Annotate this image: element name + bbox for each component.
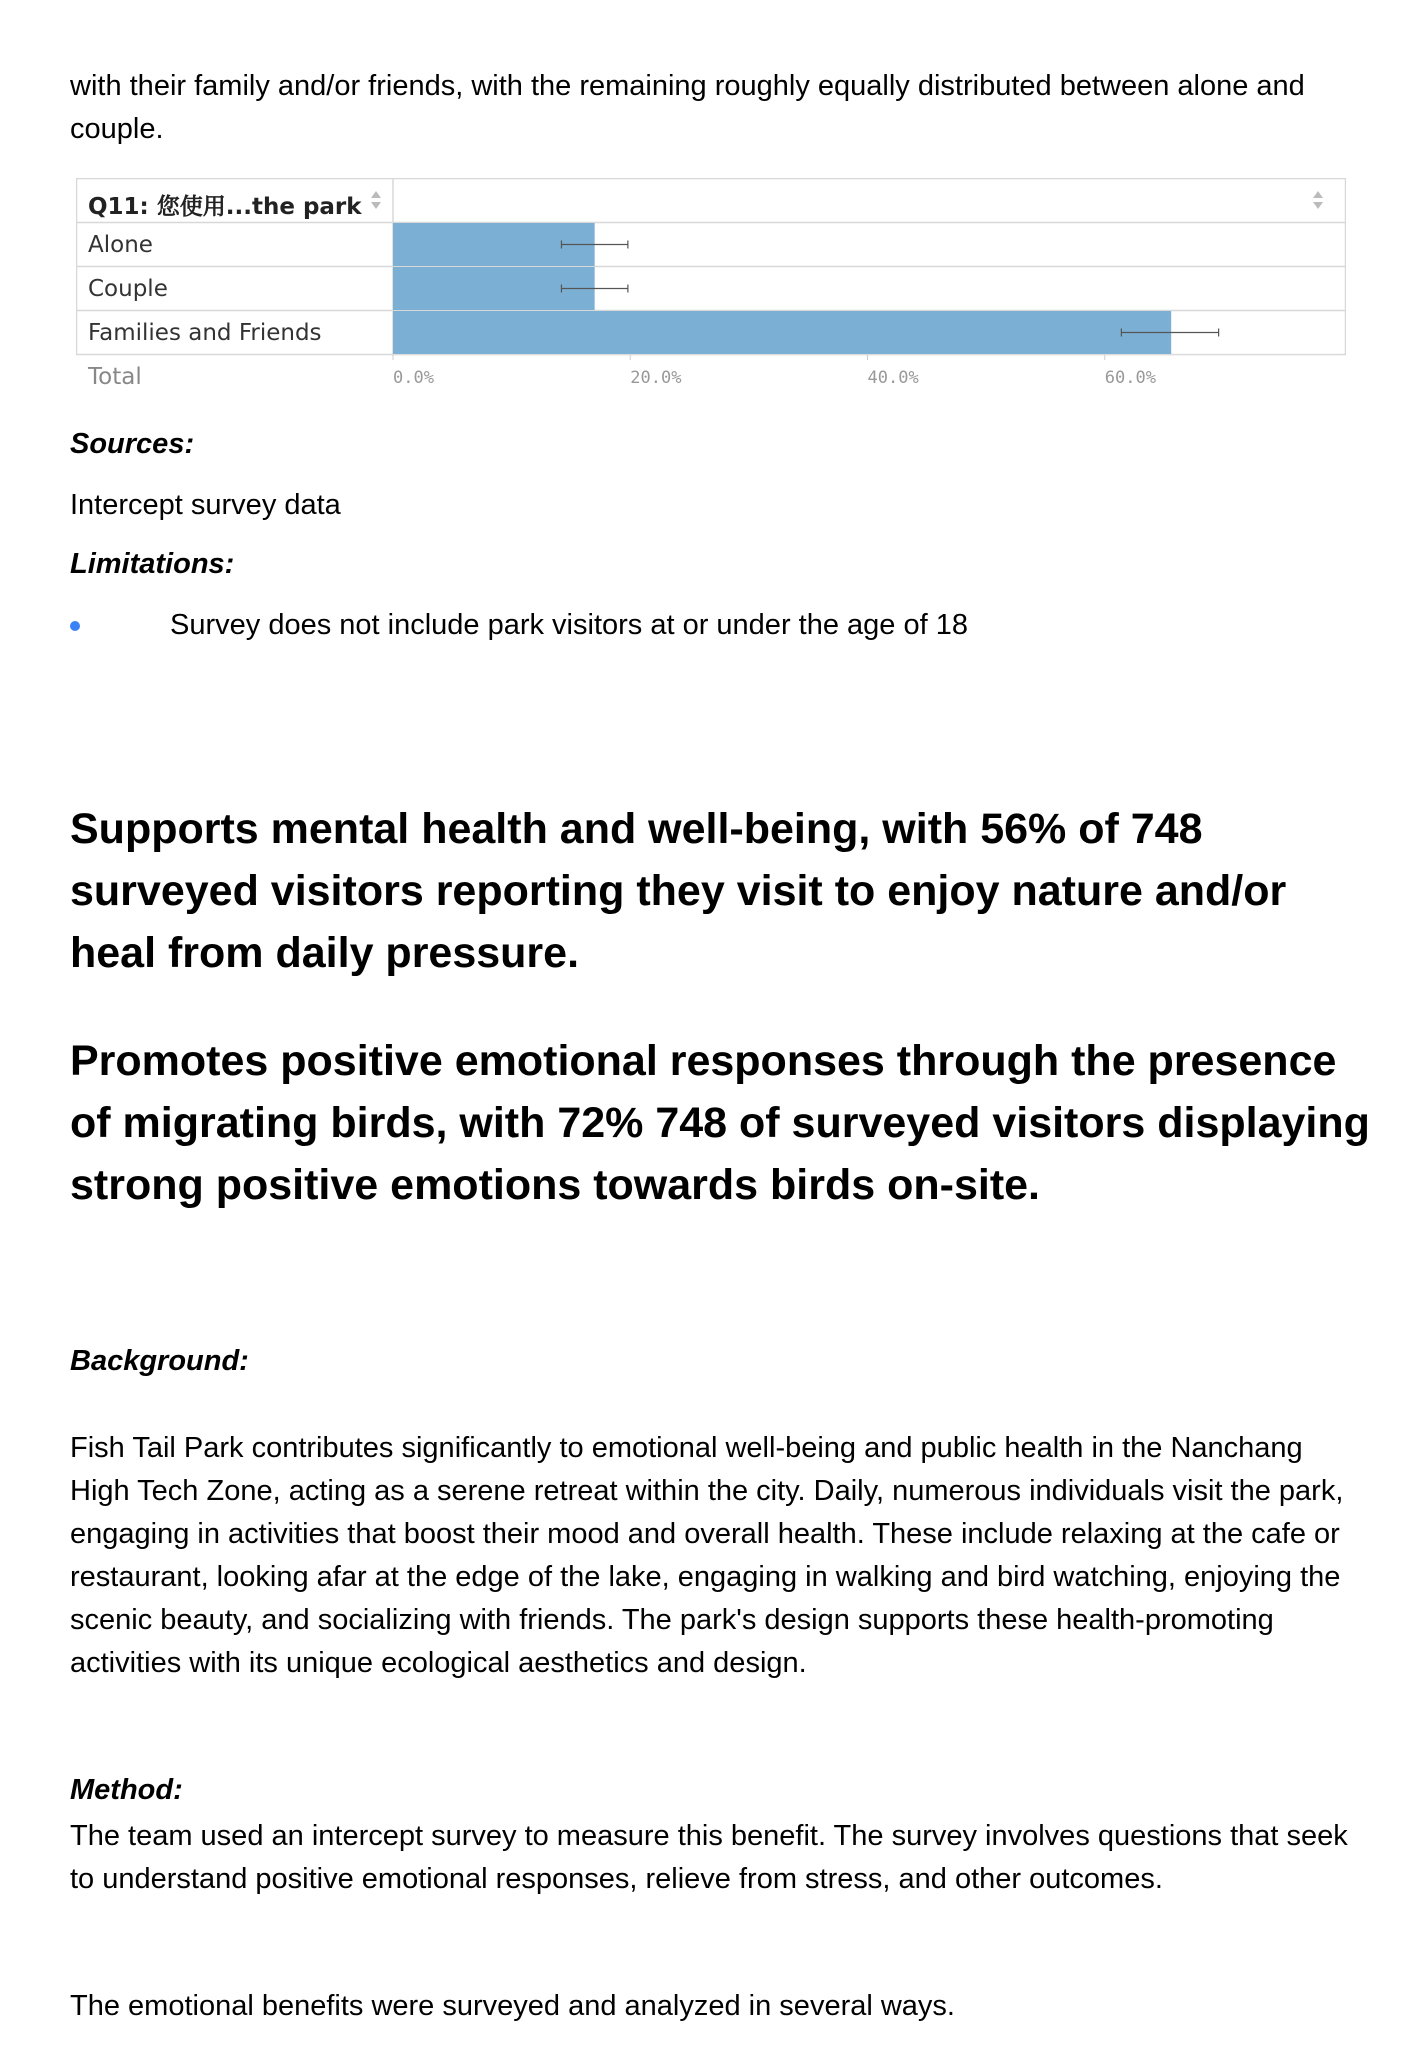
- x-tick-label: 40.0%: [867, 368, 919, 388]
- limitation-text: Survey does not include park visitors at or under the age of 18: [170, 609, 968, 641]
- method-text: The team used an intercept survey to measure this benefit. The survey involves questions that seek to understand positive emotional responses, relieve from stress, and other outcomes.: [70, 1820, 1348, 1895]
- sort-icon[interactable]: [370, 190, 382, 210]
- method-label: Method:: [70, 1774, 183, 1806]
- category-label-families: Families and Friends: [88, 320, 322, 346]
- limitations-label: Limitations:: [70, 548, 235, 580]
- x-tick-label: 20.0%: [630, 368, 682, 388]
- finding-heading-mental-health: Supports mental health and well-being, with 56% of 748 surveyed visitors reporting they visit to enjoy nature and/or heal from daily pressure.: [70, 805, 1287, 977]
- bullet-icon: [70, 621, 80, 631]
- x-tick-label: 0.0%: [393, 368, 434, 388]
- sort-icon[interactable]: [1312, 190, 1324, 210]
- x-tick-label: 60.0%: [1104, 368, 1156, 388]
- total-label: Total: [88, 364, 142, 390]
- chart-header-label[interactable]: Q11: 您使用...the park: [88, 194, 362, 220]
- sources-label: Sources:: [70, 428, 195, 460]
- category-label-couple: Couple: [88, 276, 168, 302]
- method-closing-text: The emotional benefits were surveyed and analyzed in several ways.: [70, 1990, 955, 2022]
- finding-heading-birds: Promotes positive emotional responses through the presence of migrating birds, with 72% 748 of surveyed visitors displaying strong positive emotions towards birds on-site.: [70, 1037, 1370, 1209]
- background-text: Fish Tail Park contributes significantly to emotional well-being and public health in the Nanchang High Tech Zone, acting as a serene retreat within the city. Daily, numerous individuals visit the park, engaging in activities that boost their mood and overall health. These include relaxing at the cafe or restaurant, looking afar at the edge of the lake, engaging in walking and bird watching, enjoying the scenic beauty, and socializing with friends. The park's design supports these health-promoting activities with its unique ecological aesthetics and design.: [70, 1432, 1344, 1679]
- background-label: Background:: [70, 1345, 249, 1377]
- category-label-alone: Alone: [88, 232, 153, 258]
- bar-2: [393, 311, 1171, 354]
- sources-text: Intercept survey data: [70, 489, 341, 521]
- usage-bar-chart: [76, 178, 1346, 406]
- intro-paragraph: with their family and/or friends, with the remaining roughly equally distributed between alone and couple.: [70, 70, 1305, 145]
